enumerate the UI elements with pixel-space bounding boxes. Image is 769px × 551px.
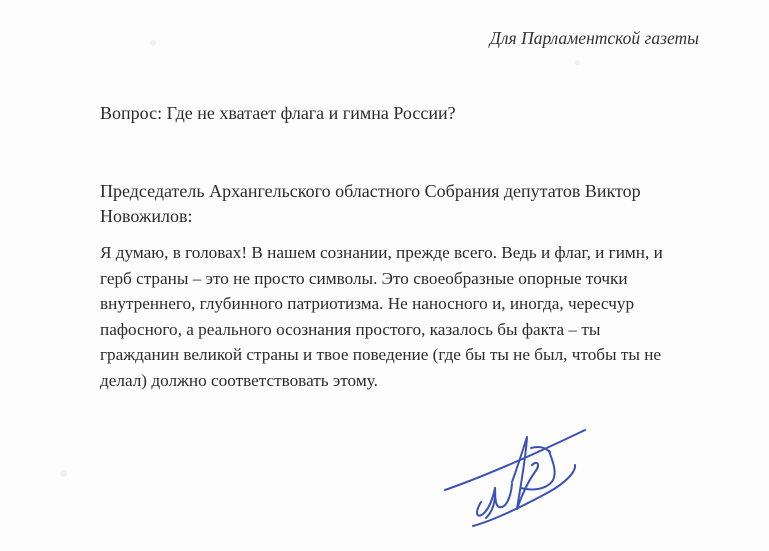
speaker-attribution	[100, 179, 700, 229]
answer-paragraph	[100, 240, 730, 393]
answer-line: гражданин великой страны и твое поведение (где бы ты не был, чтобы ты не	[100, 345, 662, 364]
answer-line: делал) должно соответствовать этому.	[100, 370, 378, 390]
answer-line: пафосного, а реального осознания простого, казалось бы факта – ты	[100, 319, 601, 339]
handwritten-signature	[425, 408, 625, 543]
answer-line: Я думаю, в головах! В нашем сознании, прежде всего. Ведь и флаг, и гимн, и	[100, 243, 663, 262]
question-text: Вопрос: Где не хватает флага и гимна России?	[100, 103, 456, 123]
speaker-line-1: Председатель Архангельского областного Собрания депутатов Виктор	[100, 181, 641, 201]
scan-speck	[575, 60, 580, 65]
answer-line: внутреннего, глубинного патриотизма. Не наносного и, иногда, чересчур	[100, 294, 635, 313]
header-note: Для Парламентской газеты	[489, 28, 699, 48]
speaker-line-2: Новожилов:	[100, 206, 193, 226]
scan-speck	[150, 40, 156, 46]
scan-speck	[60, 470, 67, 477]
answer-line: герб страны – это не просто символы. Это своеобразные опорные точки	[100, 268, 628, 288]
